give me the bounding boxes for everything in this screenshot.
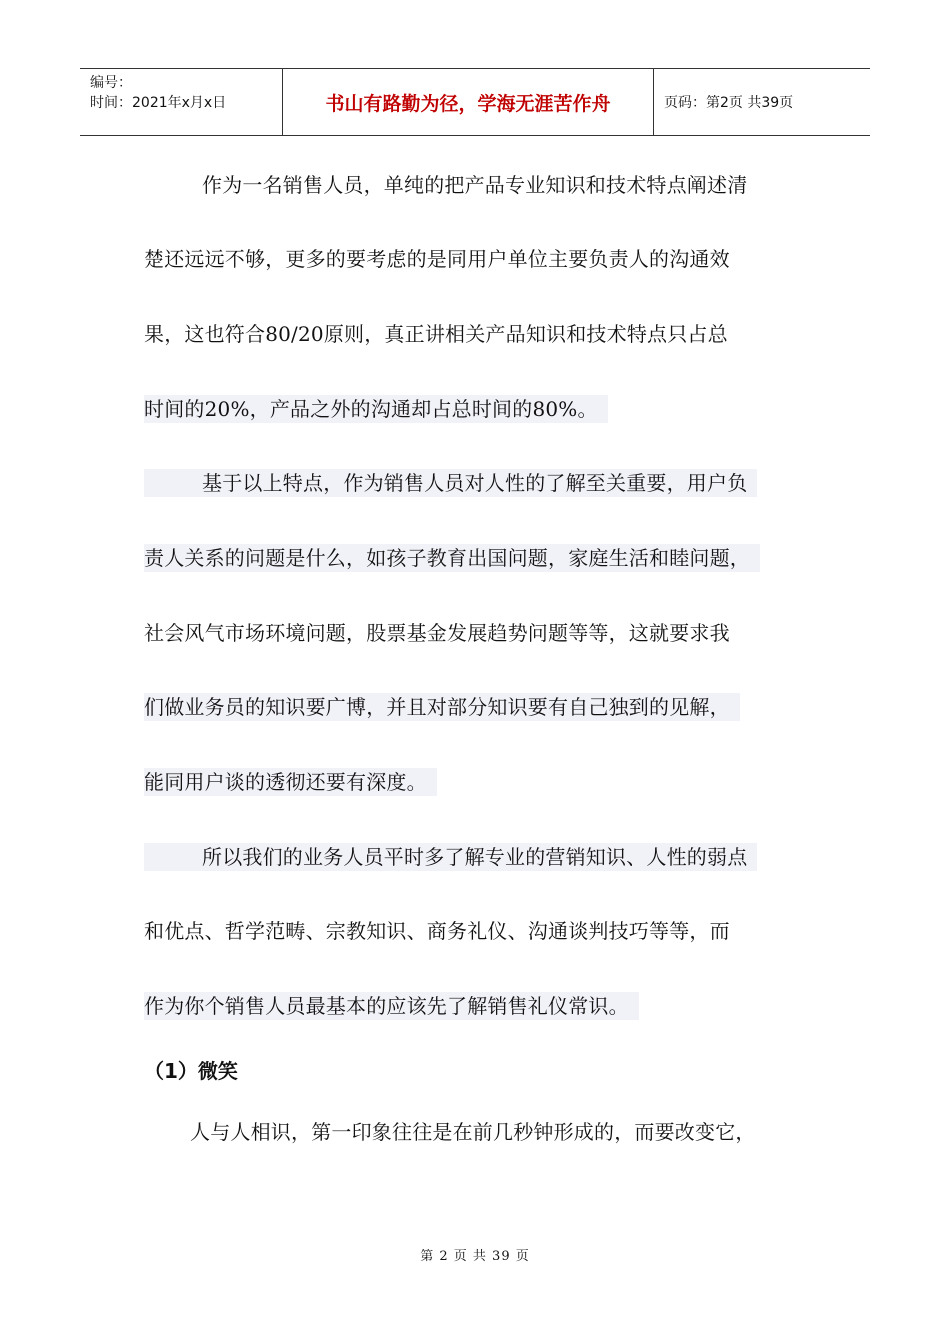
section-heading: （1）微笑 xyxy=(144,1059,238,1083)
paragraph-line: 楚还远远不够，更多的要考虑的是同用户单位主要负责人的沟通效 xyxy=(144,247,730,271)
page-footer: 第 2 页 共 39 页 xyxy=(420,1249,530,1264)
paragraph-line: 和优点、哲学范畴、宗教知识、商务礼仪、沟通谈判技巧等等，而 xyxy=(144,919,730,943)
header-motto: 书山有路勤为径，学海无涯苦作舟 xyxy=(282,69,654,135)
paragraph-line: 社会风气市场环境问题，股票基金发展趋势问题等等，这就要求我 xyxy=(144,621,730,645)
header-page-info: 页码：第2页 共39页 xyxy=(664,95,794,111)
page-header xyxy=(80,68,870,136)
document-code-label: 编号： xyxy=(90,75,132,91)
paragraph-line: 所以我们的业务人员平时多了解专业的营销知识、人性的弱点 xyxy=(144,843,757,871)
paragraph-line: 能同用户谈的透彻还要有深度。 xyxy=(144,768,437,796)
paragraph-line: 果，这也符合80/20原则，真正讲相关产品知识和技术特点只占总 xyxy=(144,322,728,346)
paragraph-line: 责人关系的问题是什么，如孩子教育出国问题，家庭生活和睦问题， xyxy=(144,544,760,572)
header-left-cell xyxy=(80,69,282,135)
paragraph-line: 们做业务员的知识要广博，并且对部分知识要有自己独到的见解， xyxy=(144,693,740,721)
paragraph-line: 作为你个销售人员最基本的应该先了解销售礼仪常识。 xyxy=(144,992,639,1020)
paragraph-line: 时间的20%，产品之外的沟通却占总时间的80%。 xyxy=(144,395,608,423)
paragraph-line: 人与人相识，第一印象往往是在前几秒钟形成的，而要改变它， xyxy=(190,1120,756,1144)
paragraph-line: 基于以上特点，作为销售人员对人性的了解至关重要，用户负 xyxy=(144,469,757,497)
document-date: 时间：2021年x月x日 xyxy=(90,95,227,111)
paragraph-line: 作为一名销售人员，单纯的把产品专业知识和技术特点阐述清 xyxy=(202,173,748,197)
